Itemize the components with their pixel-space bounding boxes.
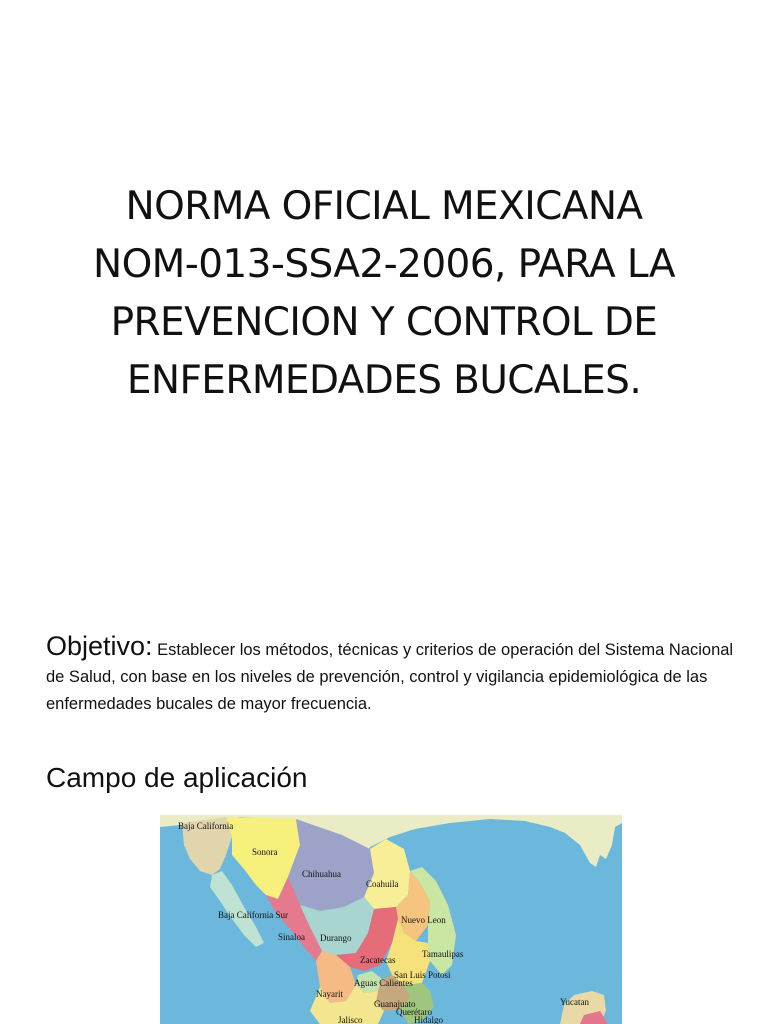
label-baja-california: Baja California — [178, 821, 234, 831]
objective-text: Establecer los métodos, técnicas y criterios de operación del Sistema Nacional de Salud, con base en los niveles de prevención, control y vigilancia epidemiológica de las enfermedades bucales de mayor frecuencia. — [46, 641, 734, 713]
label-sinaloa: Sinaloa — [278, 932, 305, 942]
title-line-3: PREVENCION Y CONTROL DE — [110, 300, 658, 345]
label-queretaro: Querétaro — [396, 1007, 432, 1017]
label-sonora: Sonora — [252, 847, 278, 857]
label-chihuahua: Chihuahua — [302, 869, 341, 879]
label-aguascalientes: Aguas Calientes — [354, 978, 413, 988]
label-nuevo-leon: Nuevo Leon — [401, 915, 446, 925]
label-durango: Durango — [320, 933, 352, 943]
label-san-luis-potosi: San Luis Potosi — [394, 970, 451, 980]
campo-heading: Campo de aplicación — [46, 762, 308, 793]
label-yucatan: Yucatan — [560, 997, 589, 1007]
slide-title — [40, 178, 728, 410]
title-line-4: ENFERMEDADES BUCALES. — [126, 358, 642, 403]
label-hidalgo: Hidalgo — [414, 1015, 443, 1024]
label-jalisco: Jalisco — [338, 1015, 363, 1024]
label-guanajuato: Guanajuato — [374, 999, 416, 1009]
objective-paragraph — [46, 633, 736, 718]
label-nayarit: Nayarit — [316, 989, 343, 999]
title-line-1: NORMA OFICIAL MEXICANA — [125, 184, 643, 229]
objective-label: Objetivo: — [46, 631, 153, 661]
label-coahuila: Coahuila — [366, 879, 399, 889]
mexico-map-svg — [160, 815, 622, 1024]
label-tamaulipas: Tamaulipas — [422, 949, 464, 959]
label-zacatecas: Zacatecas — [360, 955, 396, 965]
label-baja-california-sur: Baja California Sur — [218, 910, 288, 920]
mexico-map — [160, 815, 622, 1024]
title-line-2: NOM-013-SSA2-2006, PARA LA — [93, 242, 675, 287]
